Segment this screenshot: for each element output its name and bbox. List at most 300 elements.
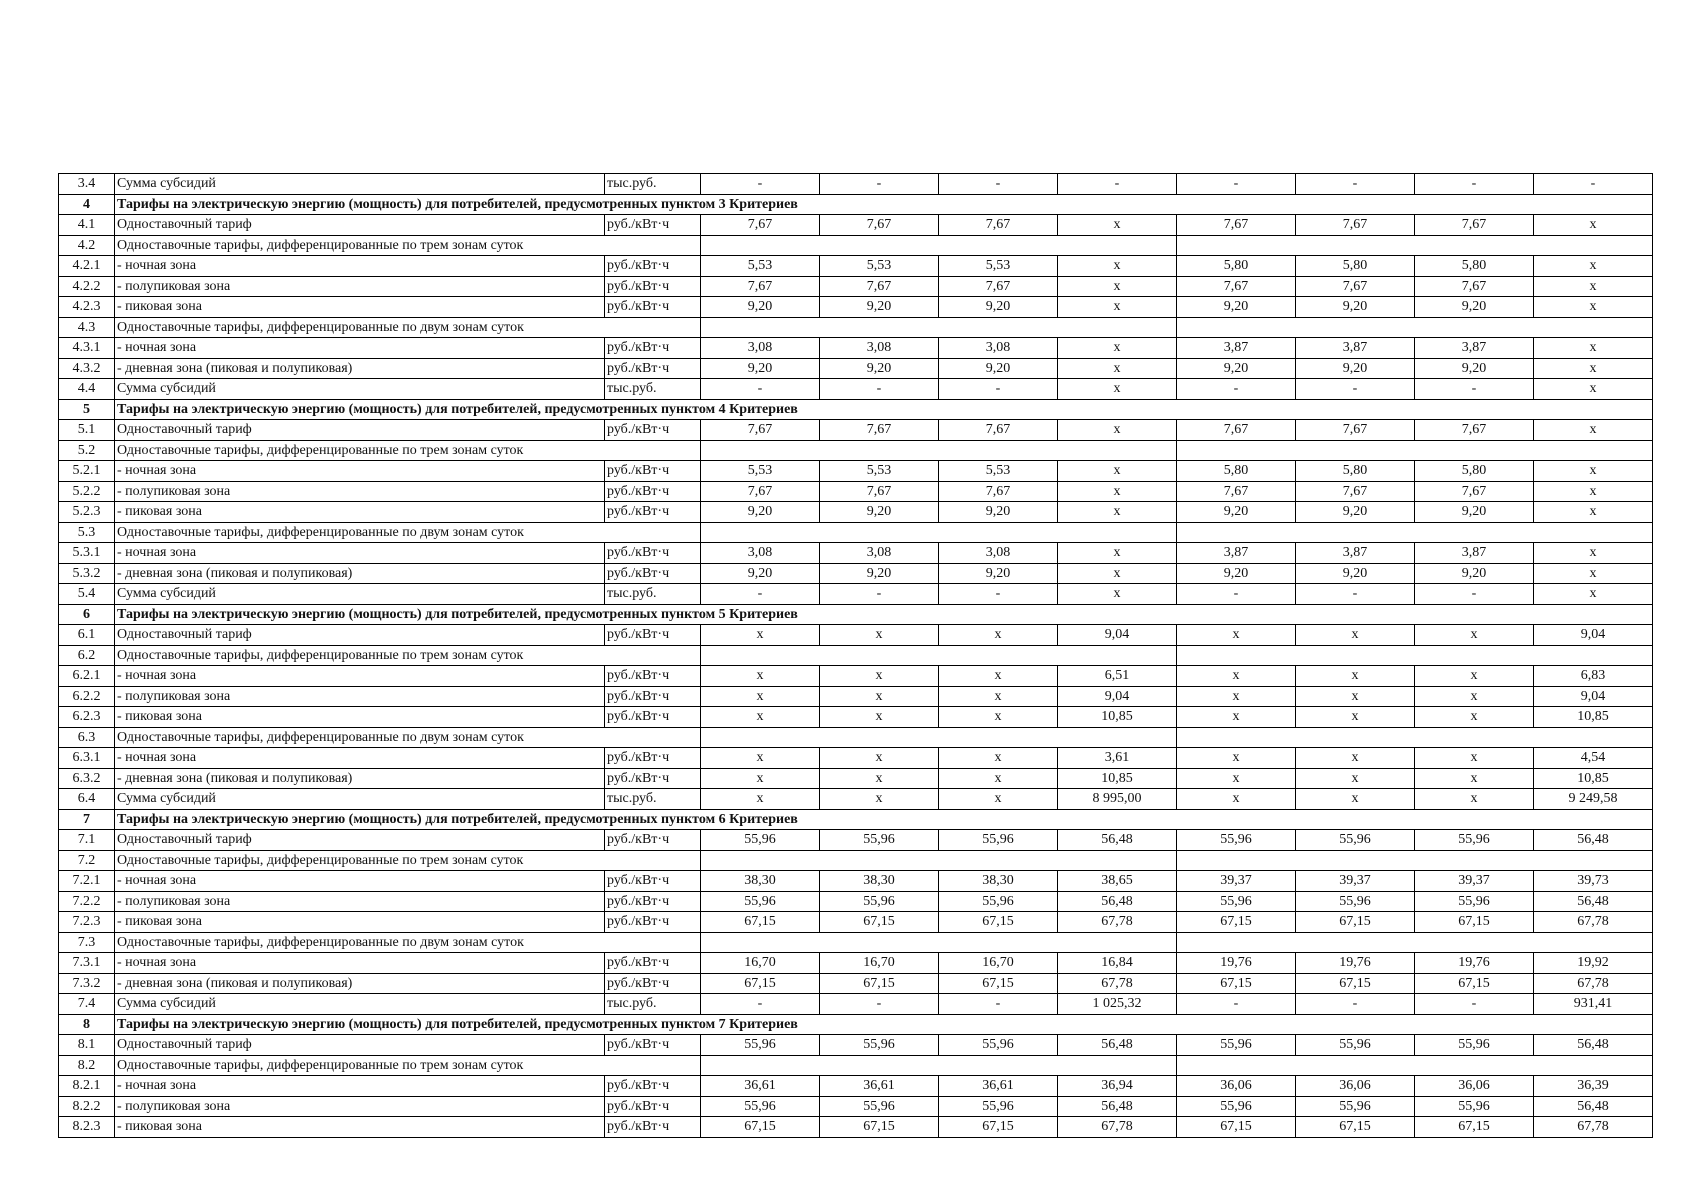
value-cell: 7,67: [820, 481, 939, 502]
value-cell: x: [1058, 543, 1177, 564]
value-cell: 10,85: [1534, 707, 1653, 728]
value-cell: 56,48: [1058, 891, 1177, 912]
value-cell: 55,96: [1177, 1035, 1296, 1056]
value-cell: 5,53: [820, 461, 939, 482]
value-cell: 55,96: [939, 891, 1058, 912]
row-number: 5.2.2: [59, 481, 115, 502]
value-cell: -: [820, 379, 939, 400]
section-title: Тарифы на электрическую энергию (мощность) для потребителей, предусмотренных пунктом 3 Критериев: [115, 194, 1653, 215]
value-cell: x: [1058, 584, 1177, 605]
value-cell: 7,67: [1415, 276, 1534, 297]
row-label: - ночная зона: [115, 338, 605, 359]
section-title: Тарифы на электрическую энергию (мощность) для потребителей, предусмотренных пунктом 7 Критериев: [115, 1014, 1653, 1035]
row-number: 7: [59, 809, 115, 830]
value-cell: x: [1296, 748, 1415, 769]
value-cell: 7,67: [1415, 420, 1534, 441]
value-cell: x: [1534, 420, 1653, 441]
table-row: [59, 338, 1653, 359]
value-cell: -: [1296, 994, 1415, 1015]
value-cell: 67,15: [1415, 1117, 1534, 1138]
value-cell: 3,87: [1177, 338, 1296, 359]
value-cell: 7,67: [820, 276, 939, 297]
value-cell: x: [1534, 276, 1653, 297]
value-cell: 67,15: [1296, 1117, 1415, 1138]
value-cell: x: [1296, 686, 1415, 707]
value-cell: -: [1296, 379, 1415, 400]
value-cell: x: [1415, 707, 1534, 728]
table-row: [59, 1117, 1653, 1138]
subsection-title: Одноставочные тарифы, дифференцированные по трем зонам суток: [115, 850, 701, 871]
subsection-row: [59, 727, 1653, 748]
subsection-row: [59, 440, 1653, 461]
row-number: 6: [59, 604, 115, 625]
value-cell: x: [820, 707, 939, 728]
row-number: 5.1: [59, 420, 115, 441]
row-number: 8.2.2: [59, 1096, 115, 1117]
value-cell: 5,53: [701, 256, 820, 277]
value-cell: 9,20: [939, 563, 1058, 584]
value-cell: 67,15: [1296, 912, 1415, 933]
row-label: - дневная зона (пиковая и полупиковая): [115, 768, 605, 789]
row-unit: руб./кВт·ч: [605, 666, 701, 687]
row-number: 6.1: [59, 625, 115, 646]
row-number: 7.1: [59, 830, 115, 851]
value-cell: 9,04: [1534, 686, 1653, 707]
value-cell: x: [820, 789, 939, 810]
value-cell: 9,20: [1415, 563, 1534, 584]
row-unit: руб./кВт·ч: [605, 543, 701, 564]
value-cell: -: [1415, 584, 1534, 605]
row-label: - ночная зона: [115, 871, 605, 892]
row-unit: руб./кВт·ч: [605, 830, 701, 851]
row-unit: руб./кВт·ч: [605, 420, 701, 441]
value-cell: -: [820, 174, 939, 195]
value-cell: 9,20: [1296, 563, 1415, 584]
empty-cell: [701, 727, 1177, 748]
value-cell: x: [1534, 379, 1653, 400]
value-cell: 67,15: [1415, 973, 1534, 994]
value-cell: 10,85: [1058, 707, 1177, 728]
value-cell: 5,53: [939, 256, 1058, 277]
table-row: [59, 625, 1653, 646]
value-cell: 38,30: [939, 871, 1058, 892]
value-cell: x: [1058, 481, 1177, 502]
value-cell: 3,87: [1177, 543, 1296, 564]
table-row: [59, 686, 1653, 707]
row-label: - пиковая зона: [115, 1117, 605, 1138]
subsection-row: [59, 1055, 1653, 1076]
value-cell: x: [1534, 543, 1653, 564]
value-cell: x: [1058, 420, 1177, 441]
value-cell: 36,61: [939, 1076, 1058, 1097]
value-cell: 5,80: [1296, 256, 1415, 277]
value-cell: -: [1415, 174, 1534, 195]
value-cell: 9,04: [1058, 625, 1177, 646]
value-cell: 67,15: [1296, 973, 1415, 994]
value-cell: x: [1177, 666, 1296, 687]
row-number: 5.2: [59, 440, 115, 461]
empty-cell: [701, 1055, 1177, 1076]
empty-cell: [701, 235, 1177, 256]
value-cell: 16,84: [1058, 953, 1177, 974]
value-cell: 8 995,00: [1058, 789, 1177, 810]
row-unit: руб./кВт·ч: [605, 1035, 701, 1056]
row-label: Одноставочный тариф: [115, 215, 605, 236]
value-cell: 39,37: [1296, 871, 1415, 892]
value-cell: 39,37: [1415, 871, 1534, 892]
row-label: Одноставочный тариф: [115, 420, 605, 441]
row-number: 8.1: [59, 1035, 115, 1056]
empty-cell: [1177, 727, 1653, 748]
value-cell: 9,20: [701, 358, 820, 379]
row-label: - дневная зона (пиковая и полупиковая): [115, 358, 605, 379]
section-row: [59, 604, 1653, 625]
empty-cell: [701, 932, 1177, 953]
value-cell: 7,67: [820, 420, 939, 441]
value-cell: 55,96: [1177, 891, 1296, 912]
value-cell: 3,87: [1296, 543, 1415, 564]
value-cell: -: [939, 994, 1058, 1015]
value-cell: x: [1058, 379, 1177, 400]
row-label: Сумма субсидий: [115, 789, 605, 810]
value-cell: 55,96: [820, 1096, 939, 1117]
value-cell: 19,76: [1415, 953, 1534, 974]
value-cell: 55,96: [1296, 891, 1415, 912]
row-unit: руб./кВт·ч: [605, 625, 701, 646]
value-cell: x: [820, 768, 939, 789]
value-cell: 9,20: [1415, 297, 1534, 318]
row-label: - полупиковая зона: [115, 1096, 605, 1117]
value-cell: x: [1058, 338, 1177, 359]
row-unit: руб./кВт·ч: [605, 768, 701, 789]
value-cell: 1 025,32: [1058, 994, 1177, 1015]
row-number: 6.4: [59, 789, 115, 810]
value-cell: -: [1177, 379, 1296, 400]
value-cell: 4,54: [1534, 748, 1653, 769]
value-cell: 9,20: [1296, 358, 1415, 379]
value-cell: 55,96: [1415, 1035, 1534, 1056]
value-cell: 67,15: [820, 973, 939, 994]
row-label: - полупиковая зона: [115, 891, 605, 912]
value-cell: x: [1177, 748, 1296, 769]
row-number: 6.2.1: [59, 666, 115, 687]
value-cell: 9,20: [820, 358, 939, 379]
value-cell: x: [1058, 461, 1177, 482]
value-cell: 56,48: [1058, 1035, 1177, 1056]
value-cell: -: [1415, 379, 1534, 400]
table-row: [59, 584, 1653, 605]
row-label: - пиковая зона: [115, 912, 605, 933]
value-cell: -: [939, 174, 1058, 195]
row-label: Сумма субсидий: [115, 584, 605, 605]
value-cell: x: [820, 686, 939, 707]
row-label: Сумма субсидий: [115, 174, 605, 195]
value-cell: 67,78: [1058, 1117, 1177, 1138]
value-cell: 16,70: [701, 953, 820, 974]
value-cell: 7,67: [939, 215, 1058, 236]
table-row: [59, 768, 1653, 789]
row-unit: тыс.руб.: [605, 789, 701, 810]
value-cell: 10,85: [1534, 768, 1653, 789]
subsection-title: Одноставочные тарифы, дифференцированные по двум зонам суток: [115, 317, 701, 338]
value-cell: 67,15: [1415, 912, 1534, 933]
value-cell: -: [1415, 994, 1534, 1015]
row-unit: руб./кВт·ч: [605, 297, 701, 318]
value-cell: 9,20: [701, 502, 820, 523]
value-cell: 5,53: [820, 256, 939, 277]
value-cell: 55,96: [820, 891, 939, 912]
value-cell: -: [820, 994, 939, 1015]
table-row: [59, 297, 1653, 318]
value-cell: x: [939, 686, 1058, 707]
value-cell: 67,78: [1534, 912, 1653, 933]
row-number: 5: [59, 399, 115, 420]
value-cell: 67,15: [939, 973, 1058, 994]
row-label: - ночная зона: [115, 666, 605, 687]
value-cell: 9,20: [1415, 502, 1534, 523]
subsection-row: [59, 235, 1653, 256]
value-cell: 3,08: [701, 338, 820, 359]
row-number: 4.2.1: [59, 256, 115, 277]
row-label: - ночная зона: [115, 748, 605, 769]
value-cell: 9,20: [1415, 358, 1534, 379]
row-number: 6.2: [59, 645, 115, 666]
row-number: 8.2: [59, 1055, 115, 1076]
value-cell: x: [1534, 481, 1653, 502]
table-row: [59, 994, 1653, 1015]
row-unit: тыс.руб.: [605, 174, 701, 195]
empty-cell: [1177, 235, 1653, 256]
table-row: [59, 563, 1653, 584]
value-cell: 38,65: [1058, 871, 1177, 892]
value-cell: 9,20: [1177, 358, 1296, 379]
row-unit: руб./кВт·ч: [605, 1096, 701, 1117]
value-cell: 9,20: [1177, 563, 1296, 584]
value-cell: 19,76: [1177, 953, 1296, 974]
value-cell: x: [1177, 686, 1296, 707]
row-unit: руб./кВт·ч: [605, 912, 701, 933]
value-cell: 7,67: [1177, 276, 1296, 297]
row-unit: руб./кВт·ч: [605, 1076, 701, 1097]
empty-cell: [1177, 317, 1653, 338]
value-cell: 7,67: [1296, 276, 1415, 297]
value-cell: x: [939, 625, 1058, 646]
value-cell: x: [1534, 502, 1653, 523]
row-unit: руб./кВт·ч: [605, 748, 701, 769]
value-cell: 67,15: [1177, 912, 1296, 933]
value-cell: 36,06: [1296, 1076, 1415, 1097]
empty-cell: [701, 645, 1177, 666]
table-row: [59, 1096, 1653, 1117]
row-label: - ночная зона: [115, 953, 605, 974]
value-cell: -: [1296, 174, 1415, 195]
table-row: [59, 830, 1653, 851]
value-cell: 55,96: [1296, 830, 1415, 851]
value-cell: 56,48: [1058, 830, 1177, 851]
value-cell: 67,15: [820, 912, 939, 933]
table-row: [59, 420, 1653, 441]
subsection-title: Одноставочные тарифы, дифференцированные по двум зонам суток: [115, 727, 701, 748]
value-cell: -: [701, 994, 820, 1015]
table-row: [59, 215, 1653, 236]
value-cell: 7,67: [939, 481, 1058, 502]
row-unit: руб./кВт·ч: [605, 461, 701, 482]
value-cell: x: [1534, 358, 1653, 379]
value-cell: x: [1058, 563, 1177, 584]
section-title: Тарифы на электрическую энергию (мощность) для потребителей, предусмотренных пунктом 5 Критериев: [115, 604, 1653, 625]
row-number: 7.2.2: [59, 891, 115, 912]
value-cell: x: [1534, 215, 1653, 236]
section-row: [59, 194, 1653, 215]
table-row: [59, 973, 1653, 994]
section-row: [59, 399, 1653, 420]
value-cell: 9,20: [701, 563, 820, 584]
value-cell: 19,92: [1534, 953, 1653, 974]
value-cell: 55,96: [1177, 1096, 1296, 1117]
value-cell: 55,96: [820, 1035, 939, 1056]
subsection-row: [59, 645, 1653, 666]
value-cell: 39,73: [1534, 871, 1653, 892]
row-number: 6.3: [59, 727, 115, 748]
row-unit: руб./кВт·ч: [605, 563, 701, 584]
value-cell: 55,96: [1415, 830, 1534, 851]
value-cell: x: [1415, 768, 1534, 789]
value-cell: -: [1177, 174, 1296, 195]
value-cell: 6,51: [1058, 666, 1177, 687]
value-cell: x: [1534, 584, 1653, 605]
row-unit: руб./кВт·ч: [605, 502, 701, 523]
value-cell: x: [939, 768, 1058, 789]
value-cell: 7,67: [1415, 215, 1534, 236]
value-cell: 67,78: [1534, 973, 1653, 994]
subsection-row: [59, 522, 1653, 543]
value-cell: -: [701, 174, 820, 195]
value-cell: x: [1296, 666, 1415, 687]
row-unit: руб./кВт·ч: [605, 215, 701, 236]
section-row: [59, 1014, 1653, 1035]
value-cell: 931,41: [1534, 994, 1653, 1015]
value-cell: x: [1058, 297, 1177, 318]
empty-cell: [1177, 850, 1653, 871]
value-cell: 7,67: [701, 420, 820, 441]
table-row: [59, 871, 1653, 892]
value-cell: 5,80: [1177, 256, 1296, 277]
row-unit: руб./кВт·ч: [605, 276, 701, 297]
table-body: [59, 174, 1653, 1138]
row-label: - ночная зона: [115, 543, 605, 564]
value-cell: x: [1058, 358, 1177, 379]
table-row: [59, 502, 1653, 523]
value-cell: 3,08: [820, 338, 939, 359]
row-number: 7.2.1: [59, 871, 115, 892]
row-number: 4: [59, 194, 115, 215]
row-number: 5.3.2: [59, 563, 115, 584]
value-cell: 5,80: [1415, 461, 1534, 482]
value-cell: -: [701, 584, 820, 605]
value-cell: 3,08: [939, 338, 1058, 359]
row-unit: руб./кВт·ч: [605, 256, 701, 277]
value-cell: 56,48: [1534, 830, 1653, 851]
row-label: Одноставочный тариф: [115, 625, 605, 646]
value-cell: 67,15: [701, 912, 820, 933]
row-number: 7.2.3: [59, 912, 115, 933]
table-row: [59, 912, 1653, 933]
row-number: 7.2: [59, 850, 115, 871]
value-cell: 67,15: [939, 912, 1058, 933]
value-cell: 36,61: [701, 1076, 820, 1097]
row-number: 4.2.3: [59, 297, 115, 318]
value-cell: 67,15: [701, 973, 820, 994]
value-cell: x: [1534, 256, 1653, 277]
table-row: [59, 891, 1653, 912]
value-cell: x: [1415, 686, 1534, 707]
value-cell: x: [1534, 297, 1653, 318]
value-cell: -: [1534, 174, 1653, 195]
value-cell: x: [1058, 215, 1177, 236]
row-number: 4.3: [59, 317, 115, 338]
subsection-title: Одноставочные тарифы, дифференцированные по трем зонам суток: [115, 1055, 701, 1076]
value-cell: x: [939, 748, 1058, 769]
value-cell: x: [1534, 461, 1653, 482]
row-unit: руб./кВт·ч: [605, 973, 701, 994]
table-row: [59, 666, 1653, 687]
row-label: Одноставочный тариф: [115, 1035, 605, 1056]
section-title: Тарифы на электрическую энергию (мощность) для потребителей, предусмотренных пунктом 6 Критериев: [115, 809, 1653, 830]
row-number: 4.2.2: [59, 276, 115, 297]
value-cell: x: [1534, 338, 1653, 359]
value-cell: 56,48: [1058, 1096, 1177, 1117]
value-cell: 38,30: [820, 871, 939, 892]
row-label: - полупиковая зона: [115, 686, 605, 707]
value-cell: x: [1058, 276, 1177, 297]
row-number: 4.4: [59, 379, 115, 400]
empty-cell: [701, 317, 1177, 338]
table-row: [59, 256, 1653, 277]
table-row: [59, 953, 1653, 974]
value-cell: -: [1058, 174, 1177, 195]
value-cell: 55,96: [820, 830, 939, 851]
row-number: 5.4: [59, 584, 115, 605]
table-row: [59, 481, 1653, 502]
value-cell: 7,67: [1177, 215, 1296, 236]
tariff-table: [58, 173, 1653, 1138]
table-row: [59, 748, 1653, 769]
subsection-title: Одноставочные тарифы, дифференцированные по трем зонам суток: [115, 645, 701, 666]
value-cell: 55,96: [701, 1035, 820, 1056]
value-cell: 9,04: [1534, 625, 1653, 646]
row-unit: руб./кВт·ч: [605, 338, 701, 359]
row-label: Сумма субсидий: [115, 994, 605, 1015]
empty-cell: [701, 850, 1177, 871]
value-cell: x: [1058, 502, 1177, 523]
subsection-title: Одноставочные тарифы, дифференцированные по трем зонам суток: [115, 440, 701, 461]
value-cell: 7,67: [939, 276, 1058, 297]
value-cell: 67,15: [1177, 973, 1296, 994]
value-cell: 67,15: [701, 1117, 820, 1138]
value-cell: -: [820, 584, 939, 605]
value-cell: 9,04: [1058, 686, 1177, 707]
row-number: 4.3.2: [59, 358, 115, 379]
value-cell: 36,06: [1177, 1076, 1296, 1097]
row-label: - полупиковая зона: [115, 481, 605, 502]
row-unit: тыс.руб.: [605, 584, 701, 605]
value-cell: 55,96: [701, 830, 820, 851]
value-cell: 36,06: [1415, 1076, 1534, 1097]
row-unit: руб./кВт·ч: [605, 953, 701, 974]
empty-cell: [701, 440, 1177, 461]
row-unit: руб./кВт·ч: [605, 707, 701, 728]
row-number: 6.3.1: [59, 748, 115, 769]
